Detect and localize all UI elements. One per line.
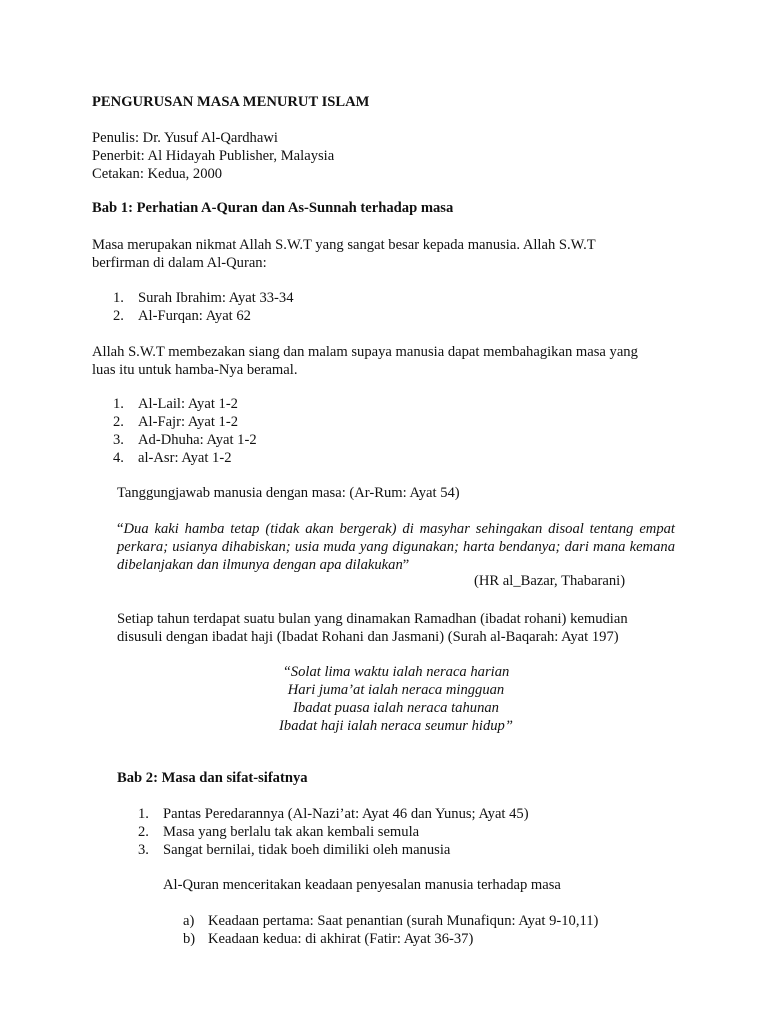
- hadith-text: Dua kaki hamba tetap (tidak akan bergerak) di masyhar sehingakan disoal tentang empat perkara; usianya dihabiskan; usia muda yang digunakan; harta bendanya; dari mana kemana dibelanjakan dan ilmunya dengan apa dilakukan: [117, 521, 675, 573]
- list-item: a) Keadaan pertama: Saat penantian (surah Munafiqun: Ayat 9-10,11): [183, 913, 599, 929]
- chapter-2-heading: Bab 2: Masa dan sifat-sifatnya: [117, 770, 308, 786]
- regret-paragraph: Al-Quran menceritakan keadaan penyesalan manusia terhadap masa: [163, 877, 561, 893]
- document-title: PENGURUSAN MASA MENURUT ISLAM: [92, 94, 370, 110]
- list-item: 4. al-Asr: Ayat 1-2: [113, 450, 232, 466]
- quran-references-list-1: [113, 289, 768, 325]
- close-quote-mark: ”: [402, 557, 410, 573]
- responsibility-line: Tanggungjawab manusia dengan masa: (Ar-Rum: Ayat 54): [117, 485, 460, 501]
- hadith-quote: [117, 520, 675, 574]
- paragraph-line: Masa merupakan nikmat Allah S.W.T yang sangat besar kepada manusia. Allah S.W.T: [92, 237, 596, 253]
- open-quote-mark: “: [117, 521, 124, 537]
- paragraph-line: disusuli dengan ibadat haji (Ibadat Rohani dan Jasmani) (Surah al-Baqarah: Ayat 197): [117, 629, 619, 645]
- paragraph-line: Setiap tahun terdapat suatu bulan yang dinamakan Ramadhan (ibadat rohani) kemudian: [117, 611, 628, 627]
- paragraph-line: berfirman di dalam Al-Quran:: [92, 255, 267, 271]
- publication-info: [92, 129, 768, 183]
- poem-line: Ibadat haji ialah neraca seumur hidup”: [279, 718, 513, 734]
- list-item: 1. Al-Lail: Ayat 1-2: [113, 396, 238, 412]
- chapter-1-intro-paragraph: [92, 236, 768, 272]
- quran-references-list-2: [113, 395, 768, 467]
- poem-block: [117, 663, 675, 735]
- publisher-line: Penerbit: Al Hidayah Publisher, Malaysia: [92, 148, 335, 164]
- author-line: Penulis: Dr. Yusuf Al-Qardhawi: [92, 130, 278, 146]
- list-item: 3. Sangat bernilai, tidak boeh dimiliki oleh manusia: [138, 842, 451, 858]
- list-item: b) Keadaan kedua: di akhirat (Fatir: Ayat 36-37): [183, 931, 474, 947]
- day-night-paragraph: [92, 343, 768, 379]
- list-item: 3. Ad-Dhuha: Ayat 1-2: [113, 432, 257, 448]
- regret-situations-list: [183, 912, 768, 948]
- list-item: 2. Masa yang berlalu tak akan kembali semula: [138, 824, 420, 840]
- list-item: 1. Surah Ibrahim: Ayat 33-34: [113, 290, 294, 306]
- hadith-source: (HR al_Bazar, Thabarani): [474, 573, 626, 589]
- poem-line: Ibadat puasa ialah neraca tahunan: [293, 700, 499, 716]
- poem-line: “Solat lima waktu ialah neraca harian: [282, 664, 510, 680]
- list-item: 2. Al-Furqan: Ayat 62: [113, 308, 251, 324]
- paragraph-line: luas itu untuk hamba-Nya beramal.: [92, 362, 298, 378]
- poem-line: Hari juma’at ialah neraca mingguan: [287, 682, 505, 698]
- paragraph-line: Allah S.W.T membezakan siang dan malam supaya manusia dapat membahagikan masa yang: [92, 344, 638, 360]
- list-item: 1. Pantas Peredarannya (Al-Nazi’at: Ayat 46 dan Yunus; Ayat 45): [138, 806, 529, 822]
- chapter-1-heading: Bab 1: Perhatian A-Quran dan As-Sunnah terhadap masa: [92, 200, 454, 216]
- edition-line: Cetakan: Kedua, 2000: [92, 166, 223, 182]
- ramadhan-paragraph: [117, 610, 768, 646]
- list-item: 2. Al-Fajr: Ayat 1-2: [113, 414, 238, 430]
- time-properties-list: [138, 805, 768, 859]
